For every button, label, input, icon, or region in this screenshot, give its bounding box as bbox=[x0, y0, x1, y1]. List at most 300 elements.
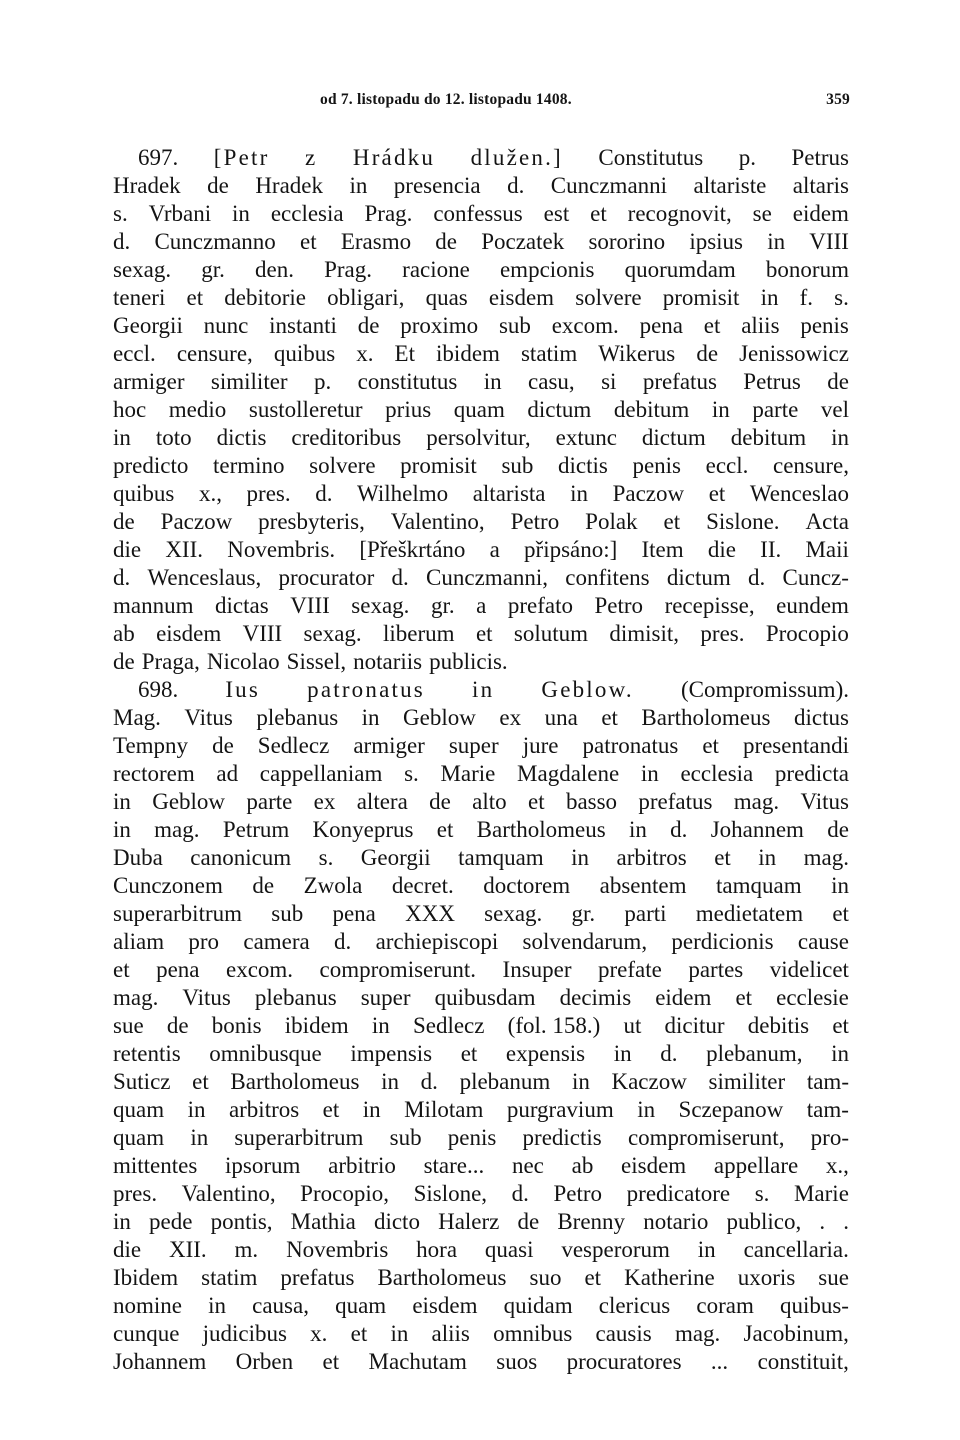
word: de bbox=[212, 733, 234, 758]
word: super bbox=[360, 985, 411, 1010]
word: ab bbox=[571, 1153, 594, 1178]
word: penis bbox=[632, 453, 682, 478]
word: dictas bbox=[215, 593, 269, 618]
word: similiter bbox=[210, 369, 288, 394]
word: in bbox=[831, 873, 849, 898]
word: Vitus bbox=[800, 789, 849, 814]
word: . bbox=[819, 1209, 826, 1234]
word: in bbox=[371, 1013, 390, 1038]
word: sexag. bbox=[484, 901, 543, 926]
text-line bbox=[113, 144, 849, 172]
text-line bbox=[113, 984, 849, 1012]
word: Bartholomeus bbox=[641, 705, 771, 730]
word: eccl. bbox=[705, 453, 749, 478]
word: altera bbox=[356, 789, 408, 814]
word: in bbox=[483, 369, 502, 394]
word: die bbox=[707, 537, 736, 562]
text-line bbox=[113, 760, 849, 788]
word: quam bbox=[335, 1293, 387, 1318]
word: sexag. bbox=[351, 593, 410, 618]
word: in bbox=[362, 1097, 381, 1122]
word: statim bbox=[520, 341, 578, 366]
word: predictis bbox=[522, 1125, 602, 1150]
word: et bbox=[300, 229, 317, 254]
word: predicatore bbox=[626, 1181, 731, 1206]
word: Halerz bbox=[438, 1209, 500, 1234]
word: dictis bbox=[558, 453, 608, 478]
word: Procopio, bbox=[300, 1181, 389, 1206]
text-line bbox=[113, 620, 849, 648]
text-line bbox=[113, 928, 849, 956]
word: in bbox=[571, 845, 590, 870]
word: penis bbox=[800, 313, 849, 338]
word: Hradek bbox=[255, 173, 323, 198]
text-line bbox=[113, 452, 849, 480]
word: připsáno:] bbox=[524, 537, 618, 562]
word: sexag. bbox=[303, 621, 362, 646]
text-line bbox=[113, 340, 849, 368]
word: gr. bbox=[430, 593, 455, 618]
word: VIII bbox=[290, 593, 330, 618]
word: plebanum bbox=[459, 1069, 551, 1094]
word: Machutam bbox=[368, 1349, 467, 1374]
running-title: od 7. listopadu do 12. listopadu 1408. bbox=[320, 91, 572, 108]
text-line bbox=[113, 1292, 849, 1320]
word: ipsius bbox=[689, 229, 743, 254]
word: Praga, bbox=[141, 649, 200, 674]
word: se bbox=[752, 201, 772, 226]
word: retentis bbox=[113, 1041, 181, 1066]
word: pontis, bbox=[210, 1209, 273, 1234]
word: in bbox=[190, 1125, 209, 1150]
word: perdicionis bbox=[671, 929, 774, 954]
word: arbitrio bbox=[328, 1153, 396, 1178]
word: pede bbox=[149, 1209, 193, 1234]
word: procurator bbox=[278, 565, 375, 590]
word: Sissel, bbox=[286, 649, 347, 674]
word: ecclesie bbox=[776, 985, 849, 1010]
word: si bbox=[601, 369, 617, 394]
word: eisdem bbox=[488, 285, 555, 310]
word: notario bbox=[643, 1209, 709, 1234]
word: mag. bbox=[113, 985, 159, 1010]
word: et bbox=[832, 1013, 849, 1038]
text-line bbox=[113, 564, 849, 592]
word: Magdalene bbox=[517, 761, 620, 786]
word: partes bbox=[688, 957, 744, 982]
word: parte bbox=[752, 397, 799, 422]
word: in bbox=[640, 761, 659, 786]
word: de bbox=[113, 509, 135, 534]
word: plebanus bbox=[256, 705, 339, 730]
word: s. bbox=[318, 845, 334, 870]
text-line bbox=[113, 172, 849, 200]
word: in bbox=[760, 285, 779, 310]
word: Petro bbox=[510, 509, 560, 534]
document-body bbox=[113, 144, 849, 1376]
word: recepisse, bbox=[664, 593, 755, 618]
word: nunc bbox=[203, 313, 249, 338]
word: recognovit, bbox=[627, 201, 732, 226]
word: Sislone, bbox=[413, 1181, 488, 1206]
word: prefatus bbox=[280, 1265, 355, 1290]
word: nomine bbox=[113, 1293, 182, 1318]
word: causa, bbox=[252, 1293, 309, 1318]
word: Wilhelmo bbox=[357, 481, 449, 506]
word: de bbox=[357, 313, 380, 338]
word: notariis bbox=[353, 649, 423, 674]
text-line bbox=[113, 676, 849, 704]
word: sub bbox=[501, 453, 534, 478]
word: in bbox=[208, 1293, 227, 1318]
word: (Compromissum). bbox=[680, 677, 849, 702]
word: eisdem bbox=[412, 1293, 478, 1318]
word: ... bbox=[710, 1349, 729, 1374]
word: quibus- bbox=[779, 1293, 849, 1318]
word: den. bbox=[255, 257, 294, 282]
word: eisdem bbox=[156, 621, 222, 646]
word: ut bbox=[623, 1013, 642, 1038]
word: in bbox=[831, 425, 849, 450]
running-header bbox=[0, 91, 960, 115]
word: dictum bbox=[527, 397, 592, 422]
word: ecclesia bbox=[270, 201, 344, 226]
word: persolvitur, bbox=[426, 425, 531, 450]
word: teneri bbox=[113, 285, 166, 310]
word: s. bbox=[834, 285, 849, 310]
word: Jenissowicz bbox=[739, 341, 849, 366]
word: VIII bbox=[809, 229, 849, 254]
word: in bbox=[711, 397, 730, 422]
word: Hradek bbox=[113, 173, 181, 198]
word: sue bbox=[113, 1013, 144, 1038]
word: omnibusque bbox=[209, 1041, 322, 1066]
word: Geblow bbox=[403, 705, 476, 730]
word: Novembris bbox=[286, 1237, 389, 1262]
word: Et bbox=[394, 341, 415, 366]
word: Sedlecz bbox=[412, 1013, 485, 1038]
word: Acta bbox=[805, 509, 849, 534]
word: in bbox=[472, 677, 495, 702]
word: Novembris. bbox=[227, 537, 336, 562]
word: vel bbox=[820, 397, 849, 422]
word: aliam bbox=[113, 929, 165, 954]
word: VIII bbox=[242, 621, 283, 646]
text-line bbox=[113, 956, 849, 984]
word: debitis bbox=[747, 1013, 810, 1038]
word: suos bbox=[496, 1349, 538, 1374]
word: Cuncz- bbox=[782, 565, 849, 590]
word: et bbox=[350, 1321, 368, 1346]
text-line bbox=[113, 1040, 849, 1068]
word: Georgii bbox=[360, 845, 431, 870]
word: die bbox=[113, 537, 142, 562]
text-line bbox=[113, 256, 849, 284]
word: Ibidem bbox=[113, 1265, 179, 1290]
word: gr. bbox=[571, 901, 596, 926]
word: toto bbox=[155, 425, 192, 450]
text-line bbox=[113, 872, 849, 900]
word: dictis bbox=[216, 425, 267, 450]
word: cause bbox=[797, 929, 849, 954]
page-number: 359 bbox=[826, 91, 850, 108]
word: in bbox=[113, 817, 131, 842]
word: procuratores bbox=[566, 1349, 682, 1374]
word: obligari, bbox=[327, 285, 405, 310]
word: et bbox=[714, 845, 731, 870]
word: presbyteris, bbox=[258, 509, 365, 534]
word: Valentino, bbox=[390, 509, 485, 534]
word: rectorem bbox=[113, 761, 195, 786]
word: sue bbox=[818, 1265, 849, 1290]
word: x., bbox=[198, 481, 222, 506]
word: d. bbox=[748, 565, 766, 590]
word: sexag. bbox=[113, 257, 172, 282]
word: z bbox=[304, 145, 318, 170]
word: in bbox=[361, 705, 380, 730]
text-line bbox=[113, 648, 849, 676]
word: Vrbani bbox=[148, 201, 212, 226]
word: Prag. bbox=[324, 257, 373, 282]
word: publico, bbox=[726, 1209, 802, 1234]
word: de bbox=[113, 649, 135, 674]
word: nec bbox=[511, 1153, 544, 1178]
word: de bbox=[166, 1013, 189, 1038]
word: de bbox=[435, 229, 458, 254]
word: XII. bbox=[165, 537, 203, 562]
word: excom. bbox=[226, 957, 294, 982]
word: d. bbox=[660, 1041, 678, 1066]
word: cunque bbox=[113, 1321, 180, 1346]
word: d. bbox=[334, 929, 352, 954]
word: stare... bbox=[423, 1153, 485, 1178]
word: pro- bbox=[810, 1125, 849, 1150]
word: excom. bbox=[551, 313, 619, 338]
word: omnibus bbox=[493, 1321, 573, 1346]
word: publicis. bbox=[429, 649, 508, 674]
word: altaris bbox=[792, 173, 849, 198]
word: in bbox=[349, 173, 368, 198]
word: statim bbox=[201, 1265, 258, 1290]
word: et bbox=[186, 285, 204, 310]
word: Paczow bbox=[612, 481, 685, 506]
word: et bbox=[703, 313, 721, 338]
word: doctorem bbox=[483, 873, 571, 898]
word: debitum bbox=[730, 425, 807, 450]
text-line bbox=[113, 508, 849, 536]
word: Geblow. bbox=[541, 677, 634, 702]
word: pres. bbox=[113, 1181, 158, 1206]
word: quibusdam bbox=[434, 985, 536, 1010]
word: decret. bbox=[391, 873, 454, 898]
word: pena bbox=[639, 313, 683, 338]
word: eundem bbox=[776, 593, 849, 618]
word: 697. bbox=[138, 145, 179, 170]
text-line bbox=[113, 816, 849, 844]
word: die bbox=[113, 1237, 142, 1262]
word: archiepiscopi bbox=[375, 929, 499, 954]
word: cappellaniam bbox=[259, 761, 383, 786]
word: et bbox=[832, 901, 849, 926]
word: mag. bbox=[154, 817, 200, 842]
word: f. bbox=[799, 285, 814, 310]
word: patronatus bbox=[307, 677, 425, 702]
word: prefatus bbox=[642, 369, 717, 394]
word: parti bbox=[624, 901, 667, 926]
word: Cunczmanni bbox=[550, 173, 668, 198]
word: ecclesia bbox=[680, 761, 754, 786]
word: tam- bbox=[806, 1097, 849, 1122]
text-line bbox=[113, 788, 849, 816]
word: Wikerus bbox=[598, 341, 676, 366]
word: quibus bbox=[273, 341, 336, 366]
text-line bbox=[113, 1264, 849, 1292]
word: compromiserunt, bbox=[627, 1125, 785, 1150]
word: Orben bbox=[235, 1349, 294, 1374]
word: pres. bbox=[246, 481, 291, 506]
text-line bbox=[113, 536, 849, 564]
text-line bbox=[113, 200, 849, 228]
word: altariste bbox=[693, 173, 767, 198]
text-line bbox=[113, 424, 849, 452]
word: hora bbox=[416, 1237, 458, 1262]
word: una bbox=[544, 705, 578, 730]
word: liberum bbox=[383, 621, 455, 646]
word: Erasmo bbox=[340, 229, 412, 254]
word: Valentino, bbox=[181, 1181, 276, 1206]
word: Bartholomeus bbox=[377, 1265, 507, 1290]
word: in bbox=[187, 1097, 206, 1122]
word: quam bbox=[453, 397, 505, 422]
word: quas bbox=[425, 285, 468, 310]
word: et bbox=[601, 705, 618, 730]
word: de bbox=[827, 817, 849, 842]
word: debitum bbox=[613, 397, 690, 422]
word: jure bbox=[522, 733, 559, 758]
word: Hrádku bbox=[352, 145, 436, 170]
word: Petrus bbox=[743, 369, 801, 394]
word: predicto bbox=[113, 453, 189, 478]
word: dimisit, bbox=[609, 621, 680, 646]
word: ab bbox=[113, 621, 135, 646]
text-line bbox=[113, 1208, 849, 1236]
word: presentandi bbox=[742, 733, 849, 758]
word: altarista bbox=[472, 481, 546, 506]
word: similiter bbox=[708, 1069, 786, 1094]
word: Bartholomeus bbox=[476, 817, 606, 842]
word: sororino bbox=[588, 229, 666, 254]
word: Ius bbox=[225, 677, 261, 702]
text-line bbox=[113, 1180, 849, 1208]
word: de bbox=[827, 369, 849, 394]
word: ex bbox=[313, 789, 336, 814]
word: termino bbox=[212, 453, 285, 478]
word: p. bbox=[738, 145, 756, 170]
text-line bbox=[113, 1320, 849, 1348]
word: dicto bbox=[373, 1209, 420, 1234]
word: armiger bbox=[353, 733, 425, 758]
word: super bbox=[448, 733, 499, 758]
word: tamquam bbox=[458, 845, 544, 870]
word: censure, bbox=[773, 453, 849, 478]
word: et bbox=[436, 817, 454, 842]
word: mag. bbox=[733, 789, 780, 814]
word: et bbox=[113, 957, 130, 982]
word: proximo bbox=[400, 313, 479, 338]
word: debitorie bbox=[224, 285, 306, 310]
word: in bbox=[570, 481, 588, 506]
word: videlicet bbox=[769, 957, 849, 982]
word: et bbox=[702, 733, 719, 758]
word: in bbox=[381, 1069, 400, 1094]
word: Insuper bbox=[502, 957, 572, 982]
word: Cunczonem bbox=[113, 873, 223, 898]
word: superarbitrum bbox=[113, 901, 243, 926]
word: tam- bbox=[806, 1069, 849, 1094]
word: in bbox=[390, 1321, 409, 1346]
word: Sczepanow bbox=[678, 1097, 784, 1122]
word: II. bbox=[760, 537, 782, 562]
word: racione bbox=[402, 257, 470, 282]
word: pena bbox=[332, 901, 376, 926]
word: empcionis bbox=[499, 257, 595, 282]
word: XXX bbox=[405, 901, 455, 926]
word: d. bbox=[113, 229, 131, 254]
word: d. bbox=[511, 1181, 529, 1206]
word: casu, bbox=[528, 369, 575, 394]
word: mag. bbox=[674, 1321, 721, 1346]
word: Duba bbox=[113, 845, 163, 870]
word: aliis bbox=[741, 313, 780, 338]
word: (fol. 158.) bbox=[507, 1013, 601, 1038]
word: Bartholomeus bbox=[230, 1069, 360, 1094]
word: s. bbox=[113, 201, 128, 226]
word: Petro bbox=[594, 593, 644, 618]
word: in bbox=[758, 845, 777, 870]
word: alto bbox=[472, 789, 507, 814]
word: Geblow bbox=[152, 789, 226, 814]
word: in bbox=[767, 229, 786, 254]
word: Petrus bbox=[791, 145, 849, 170]
word: in bbox=[831, 1041, 849, 1066]
word: Petro bbox=[553, 1181, 603, 1206]
text-line bbox=[113, 1012, 849, 1040]
text-line bbox=[113, 844, 849, 872]
word: et bbox=[663, 509, 681, 534]
word: compromiserunt. bbox=[319, 957, 477, 982]
word: Sislone. bbox=[706, 509, 780, 534]
word: Mathia bbox=[290, 1209, 356, 1234]
word: a bbox=[476, 593, 487, 618]
word: sub bbox=[498, 313, 531, 338]
word: et bbox=[735, 985, 753, 1010]
word: . bbox=[843, 1209, 849, 1234]
word: d. bbox=[420, 1069, 438, 1094]
word: creditoribus bbox=[291, 425, 402, 450]
word: Katherine bbox=[624, 1265, 715, 1290]
word: x. bbox=[356, 341, 374, 366]
word: confessus bbox=[433, 201, 523, 226]
word: medio bbox=[168, 397, 227, 422]
word: [Přeškrtáno bbox=[359, 537, 466, 562]
word: quasi bbox=[484, 1237, 534, 1262]
word: armiger bbox=[113, 369, 185, 394]
word: sub bbox=[271, 901, 304, 926]
word: solvere bbox=[575, 285, 642, 310]
word: et bbox=[708, 481, 726, 506]
word: in bbox=[613, 1041, 632, 1066]
word: Polak bbox=[585, 509, 638, 534]
